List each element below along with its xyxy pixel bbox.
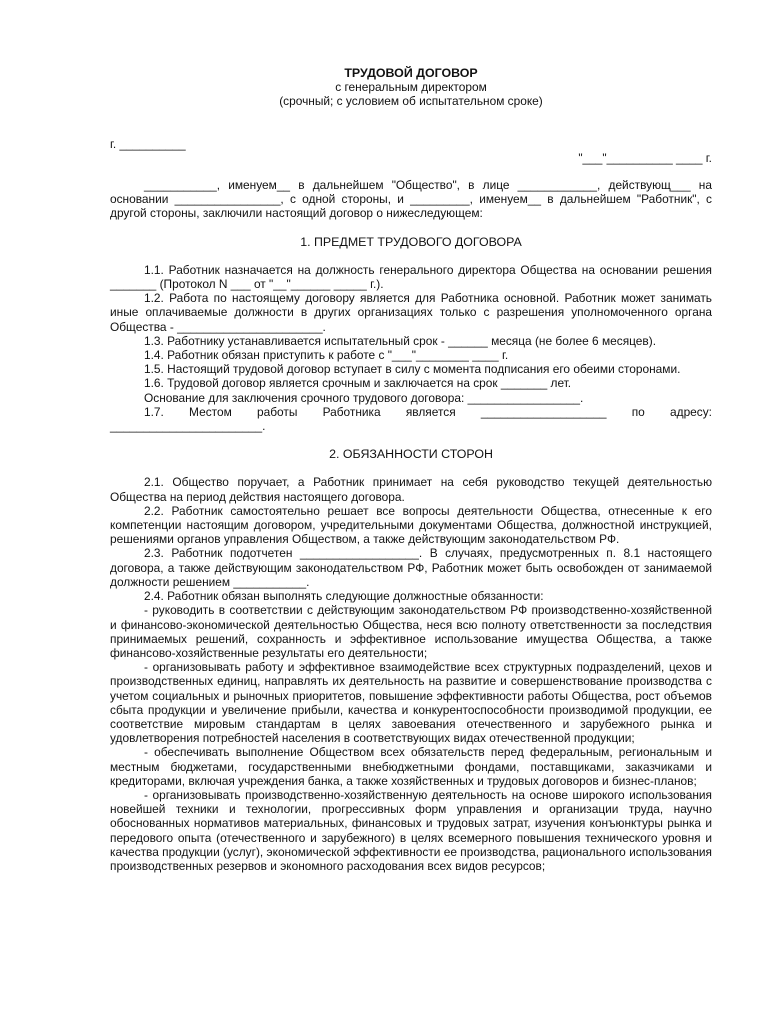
- duty-item: - руководить в соответствии с действующим законодательством РФ производственно-хозяйственной и финансово-экономической деятельностью Общества, неся всю полноту ответственности за последствия принимаемых решений, сохранность и эффективное использование имущества Общества, а также финансово-хозяйственные результаты его деятельности;: [110, 603, 712, 660]
- clause-2-1: 2.1. Общество поручает, а Работник принимает на себя руководство текущей деятельностью Общества на период действия настоящего договора.: [110, 475, 712, 504]
- preamble: ___________, именуем__ в дальнейшем "Общество", в лице ____________, действующ___ на основании ________________, с одной стороны, и _________, именуем__ в дальнейшем "Работник", с другой стороны, заключили настоящий договор о нижеследующем:: [110, 178, 712, 221]
- document-title: ТРУДОВОЙ ДОГОВОР: [344, 66, 478, 80]
- duty-item: - организовывать работу и эффективное взаимодействие всех структурных подразделений, цехов и производственных единиц, направлять их деятельность на развитие и совершенствование производства с учетом социальных и рыночных приоритетов, повышение эффективности работы Общества, рост объемов сбыта продукции и увеличение прибыли, качества и конкурентоспособности производимой продукции, ее соответствие мировым стандартам в целях завоевания отечественного и зарубежного рынка и удовлетворения потребностей населения в соответствующих видах отечественной продукции;: [110, 660, 712, 746]
- clause-2-2: 2.2. Работник самостоятельно решает все вопросы деятельности Общества, отнесенные к его компетенции настоящим договором, учредительными документами Общества, должностной инструкцией, решениями органов управления Обществом, а также действующим законодательством РФ.: [110, 503, 712, 547]
- clause-1-3: 1.3. Работнику устанавливается испытательный срок - ______ месяца (не более 6 месяцев).: [144, 333, 656, 348]
- clause-1-7: 1.7. Местом работы Работника является ___________________ по адресу: _______________________.: [110, 404, 712, 434]
- clause-2-4: 2.4. Работник обязан выполнять следующие должностные обязанности:: [144, 589, 544, 604]
- clause-1-4: 1.4. Работник обязан приступить к работе с "___"________ ____ г.: [144, 348, 509, 363]
- clause-1-6-basis: Основание для заключения срочного трудового договора: _________________.: [144, 390, 584, 405]
- place-line: г. __________: [110, 136, 186, 151]
- duty-item: - организовывать производственно-хозяйственную деятельность на основе широкого использования новейшей техники и технологии, прогрессивных форм управления и организации труда, научно обоснованных нормативов материальных, финансовых и трудовых затрат, изучения конъюнктуры рынка и передового опыта (отечественного и зарубежного) в целях всемерного повышения технического уровня и качества продукции (услуг), экономической эффективности ее производства, рационального использования производственных резервов и экономного расходования всех видов ресурсов;: [110, 787, 712, 873]
- document-subtitle-note: (срочный; с условием об испытательном сроке): [279, 94, 543, 109]
- duty-item: - обеспечивать выполнение Обществом всех обязательств перед федеральным, региональным и местным бюджетами, государственными внебюджетными фондами, поставщиками, заказчиками и кредиторами, включая учреждения банка, а также хозяйственных и трудовых договоров и бизнес-планов;: [110, 745, 712, 788]
- document-subtitle: с генеральным директором: [335, 80, 487, 95]
- clause-2-3: 2.3. Работник подотчетен __________________. В случаях, предусмотренных п. 8.1 настоящего договора, а также действующим законодательством РФ, Работник может быть освобожден от занимаемой должности решением ___________.: [110, 546, 712, 589]
- clause-1-1: 1.1. Работник назначается на должность генерального директора Общества на основании решения _______ (Протокол N ___ от "__"______ _____ г.).: [110, 262, 712, 292]
- clause-1-2: 1.2. Работа по настоящему договору является для Работника основной. Работник может занимать иные оплачиваемые должности в других организациях только с разрешения уполномоченного органа Общества - ______________________.: [110, 291, 712, 334]
- date-line: "___"__________ ____ г.: [578, 150, 712, 165]
- clause-1-5: 1.5. Настоящий трудовой договор вступает в силу с момента подписания его обеими сторонами.: [144, 362, 681, 377]
- document-page: [110, 66, 712, 873]
- section-1-heading: 1. ПРЕДМЕТ ТРУДОВОГО ДОГОВОРА: [300, 234, 522, 249]
- section-2-heading: 2. ОБЯЗАННОСТИ СТОРОН: [329, 447, 493, 462]
- clause-1-6: 1.6. Трудовой договор является срочным и заключается на срок _______ лет.: [144, 376, 572, 391]
